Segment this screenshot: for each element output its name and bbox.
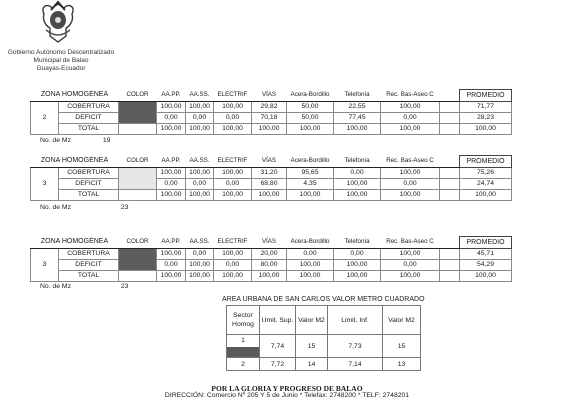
cell-promedio: 100,00 [460,271,512,282]
col-acera-bordillo: Acera-Bordillo [287,156,334,168]
cell-promedio: 28,23 [460,113,512,124]
cell-promedio: 45,71 [460,249,512,260]
cell-value: 100,00 [214,190,252,201]
cell-value: 0,00 [381,113,440,124]
cell-value: 15 [296,335,328,358]
cell-value: 50,00 [287,113,334,124]
col-promedio: PROMEDIO [460,90,512,102]
col-vias: VÍAS [252,237,287,249]
cell-value: 0,00 [334,168,381,179]
cell-value: 100,00 [214,271,252,282]
cell-value: 100,00 [381,249,440,260]
col-aapp: AA.PP. [157,156,186,168]
cell-value: 100,00 [381,124,440,135]
table-row [227,358,421,371]
cell-value: 100,00 [186,102,214,113]
cell-value: 0,00 [186,113,214,124]
cell-value: 100,00 [157,249,186,260]
row-label: TOTAL [59,271,119,282]
area-table-title: AREA URBANA DE SAN CARLOS VALOR METRO CUADRADO [222,296,425,303]
sector-number: 2 [227,358,260,371]
cell-value: 0,00 [287,249,334,260]
table-header-row [227,306,421,335]
col-aass: AA.SS. [186,156,214,168]
sector-color-swatch [227,347,259,357]
cell-value: 22,55 [334,102,381,113]
mz-value: 23 [120,283,129,290]
cell-value: 100,00 [157,102,186,113]
col-aapp: AA.PP. [157,90,186,102]
cell-value: 7,72 [260,358,296,371]
table-row [31,179,512,190]
zone-number: 3 [31,249,59,282]
table-row [31,124,512,135]
table-row [31,168,512,179]
col-sector-homog: Sector Homog [227,306,260,335]
cell-value: 100,00 [381,190,440,201]
mz-count [40,204,128,211]
cell-value: 100,00 [214,102,252,113]
cell-promedio: 100,00 [460,124,512,135]
cell-value: 100,00 [381,102,440,113]
institution-line: Guayas-Ecuador [36,65,86,72]
col-color: COLOR [119,156,157,168]
zone-color-swatch [119,168,157,190]
cell-value: 29,82 [252,102,287,113]
cell-value: 68,80 [252,179,287,190]
cell-value: 100,00 [186,260,214,271]
col-vias: VÍAS [252,90,287,102]
col-aapp: AA.PP. [157,237,186,249]
cell-value: 31,20 [252,168,287,179]
cell-value: 0,00 [157,179,186,190]
cell-value: 100,00 [157,168,186,179]
zone-table-2 [30,155,512,201]
footer-address: DIRECCIÓN: Comercio Nº 205 Y 5 de Junio * Telefax: 2748200 * TELF: 2748201 [164,392,410,399]
table-row [31,249,512,260]
area-value-table [226,305,421,371]
cell-value: 77,45 [334,113,381,124]
cell-promedio: 71,77 [460,102,512,113]
cell-promedio: 75,26 [460,168,512,179]
cell-value: 100,00 [334,260,381,271]
cell-value: 100,00 [381,271,440,282]
footer-motto: POR LA GLORIA Y PROGRESO DE BALAO [211,384,363,393]
cell-value: 0,00 [214,260,252,271]
sector-cell [227,335,260,358]
cell-value: 100,00 [157,124,186,135]
cell-value: 100,00 [157,190,186,201]
institution-line: Gobierno Autónomo Descentralizado [7,49,115,56]
cell-value: 20,00 [252,249,287,260]
cell-value: 7,73 [328,335,383,358]
cell-value: 100,00 [157,271,186,282]
mz-value: 23 [120,204,129,211]
cell-value: 0,00 [381,260,440,271]
cell-promedio: 100,00 [460,190,512,201]
cell-value: 50,00 [287,102,334,113]
col-aass: AA.SS. [186,90,214,102]
zone-number: 3 [31,168,59,201]
zone-color-swatch [119,249,157,271]
col-aass: AA.SS. [186,237,214,249]
cell-value: 100,00 [334,190,381,201]
cell-value: 100,00 [186,190,214,201]
cell-value: 95,65 [287,168,334,179]
zone-color-swatch [119,102,157,124]
municipal-emblem-icon [38,0,78,44]
table-header-row [31,90,512,102]
mz-label: No. de Mz [40,204,71,211]
table-row [31,190,512,201]
institution-line: Municipal de Balao [33,57,89,64]
table-row [31,113,512,124]
institution-name [2,49,120,73]
cell-value: 15 [383,335,421,358]
cell-value: 100,00 [186,124,214,135]
cell-value: 0,00 [214,179,252,190]
table-header-row [31,237,512,249]
cell-value: 4,35 [287,179,334,190]
cell-value: 100,00 [334,124,381,135]
cell-value: 100,00 [214,249,252,260]
cell-value: 100,00 [252,124,287,135]
cell-value: 13 [383,358,421,371]
col-telefonia: Telefonía [334,156,381,168]
col-promedio: PROMEDIO [460,237,512,249]
cell-value: 100,00 [334,179,381,190]
mz-label: No. de Mz [40,137,71,144]
cell-value: 100,00 [287,271,334,282]
row-label: COBERTURA [59,249,119,260]
mz-count [40,283,128,290]
col-acera-bordillo: Acera-Bordillo [287,237,334,249]
table-row [31,271,512,282]
cell-value: 100,00 [287,190,334,201]
col-limit-inf: Limit. Inf. [328,306,383,335]
cell-value: 0,00 [334,249,381,260]
table-row [227,335,421,358]
cell-value: 14 [296,358,328,371]
col-telefonia: Telefonía [334,90,381,102]
cell-promedio: 54,29 [460,260,512,271]
cell-value: 0,00 [157,260,186,271]
row-label: TOTAL [59,124,119,135]
col-vias: VÍAS [252,156,287,168]
col-valor-m2: Valor M2 [296,306,328,335]
row-label: COBERTURA [59,168,119,179]
cell-value: 80,00 [252,260,287,271]
col-zona-homogenea: ZONA HOMOGÉNEA [31,90,119,102]
col-zona-homogenea: ZONA HOMOGÉNEA [31,156,119,168]
zone-table-3 [30,236,512,282]
cell-value: 100,00 [186,168,214,179]
col-rec-basura: Rec. Bas-Aseo C [381,90,440,102]
cell-value: 100,00 [287,124,334,135]
cell-value: 100,00 [381,168,440,179]
cell-value: 100,00 [214,124,252,135]
mz-label: No. de Mz [40,283,71,290]
table-header-row [31,156,512,168]
row-label: COBERTURA [59,102,119,113]
col-promedio: PROMEDIO [460,156,512,168]
zone-number: 2 [31,102,59,135]
cell-value: 0,00 [381,179,440,190]
cell-value: 100,00 [186,271,214,282]
mz-value: 19 [102,137,111,144]
cell-value: 0,00 [214,113,252,124]
cell-value: 0,00 [186,179,214,190]
cell-promedio: 24,74 [460,179,512,190]
col-zona-homogenea: ZONA HOMOGÉNEA [31,237,119,249]
col-color: COLOR [119,237,157,249]
row-label: DEFICIT [59,179,119,190]
col-electrif: ELECTRIF [214,156,252,168]
cell-value: 100,00 [252,271,287,282]
table-row [31,102,512,113]
col-acera-bordillo: Acera-Bordillo [287,90,334,102]
sector-number: 1 [241,336,245,344]
col-color: COLOR [119,90,157,102]
cell-value: 7,14 [328,358,383,371]
col-limit-sup: Umit. Sup. [260,306,296,335]
cell-value: 100,00 [214,168,252,179]
col-electrif: ELECTRIF [214,237,252,249]
mz-count [40,137,110,144]
cell-value: 0,00 [157,113,186,124]
col-rec-basura: Rec. Bas-Aseo C [381,237,440,249]
col-valor-m2: Valor M2 [383,306,421,335]
cell-value: 100,00 [287,260,334,271]
row-label: TOTAL [59,190,119,201]
row-label: DEFICIT [59,113,119,124]
cell-value: 100,00 [252,190,287,201]
table-row [31,260,512,271]
cell-value: 100,00 [334,271,381,282]
zone-table-1 [30,89,512,135]
col-electrif: ELECTRIF [214,90,252,102]
cell-value: 70,18 [252,113,287,124]
row-label: DEFICIT [59,260,119,271]
col-telefonia: Telefonía [334,237,381,249]
cell-value: 7,74 [260,335,296,358]
cell-value: 0,00 [186,249,214,260]
col-rec-basura: Rec. Bas-Aseo C [381,156,440,168]
